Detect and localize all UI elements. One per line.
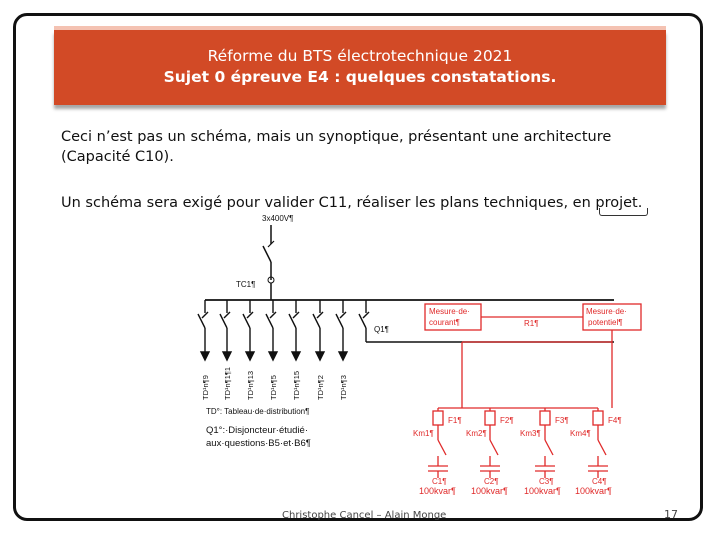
fuse-f3: F3¶ [555, 416, 569, 425]
cap-rating-1: 100kvar¶ [419, 486, 456, 496]
q1-label: Q1¶ [374, 325, 389, 334]
mesure-potentiel-l1: Mesure·de· [586, 307, 627, 316]
feeder-6 [313, 300, 324, 360]
td-label-3: TD¹n¶13 [246, 370, 255, 400]
feeder-3 [243, 300, 254, 360]
paragraph-1-line-2: (Capacité C10). [61, 149, 174, 165]
contactor-km2: Km2¶ [466, 429, 487, 438]
paragraph-1-line-1: Ceci n’est pas un schéma, mais un synoptique, présentant une architecture [61, 129, 612, 145]
paragraph-2-main: Un schéma sera exigé pour valider C11, réaliser les plans techniques, en [61, 195, 591, 211]
feeder-1 [198, 300, 209, 360]
fuse-f4: F4¶ [608, 416, 622, 425]
capacitor-c3: C3¶ [539, 477, 554, 486]
capacitor-c4: C4¶ [592, 477, 607, 486]
q1-breaker [359, 300, 614, 342]
title-line-2: Sujet 0 épreuve E4 : quelques constatations. [163, 68, 557, 86]
fuse-f2: F2¶ [500, 416, 514, 425]
contactor-km3: Km3¶ [520, 429, 541, 438]
contactor-km1: Km1¶ [413, 429, 434, 438]
feeder-4 [266, 300, 277, 360]
td-label-1: TD¹n¶9 [201, 375, 210, 400]
legend-td: TD°: Tableau·de·distribution¶ [206, 407, 310, 416]
r1-label: R1¶ [524, 319, 539, 328]
capacitor-c1: C1¶ [432, 477, 447, 486]
legend-q1-line-2: aux·questions·B5·et·B6¶ [206, 438, 311, 449]
feeder-2 [220, 300, 231, 360]
contactor-km4: Km4¶ [570, 429, 591, 438]
mesure-courant-l2: courant¶ [429, 318, 460, 327]
cap-rating-3: 100kvar¶ [524, 486, 561, 496]
cap-rating-4: 100kvar¶ [575, 486, 612, 496]
td-label-4: TD¹n¶5 [269, 375, 278, 400]
td-label-7: TD¹n¶3 [339, 375, 348, 400]
mesure-courant-l1: Mesure·de· [429, 307, 470, 316]
tc1-label: TC1¶ [236, 280, 256, 289]
td-label-6: TD¹n¶2 [316, 375, 325, 400]
fuse-f1: F1¶ [448, 416, 462, 425]
feeder-7 [336, 300, 347, 360]
page-number: 17 [664, 508, 678, 521]
branch-4 [588, 408, 608, 478]
capacitor-c2: C2¶ [484, 477, 499, 486]
mesure-potentiel-l2: potentiel¶ [588, 318, 623, 327]
legend-q1-line-1: Q1°:·Disjoncteur·étudié· [206, 425, 309, 436]
branch-3 [535, 408, 555, 478]
footer-authors: Christophe Cancel – Alain Monge [282, 510, 447, 521]
supply-label: 3x400V¶ [262, 214, 294, 223]
paragraph-2-tail: projet. [595, 195, 643, 211]
cap-rating-2: 100kvar¶ [471, 486, 508, 496]
feeder-5 [289, 300, 300, 360]
td-label-5: TD¹n¶15 [292, 370, 301, 400]
branch-2 [480, 408, 500, 478]
td-label-2: TD¹n¶1¶1 [223, 366, 232, 400]
branch-1 [428, 408, 448, 478]
title-line-1: Réforme du BTS électrotechnique 2021 [207, 47, 513, 65]
